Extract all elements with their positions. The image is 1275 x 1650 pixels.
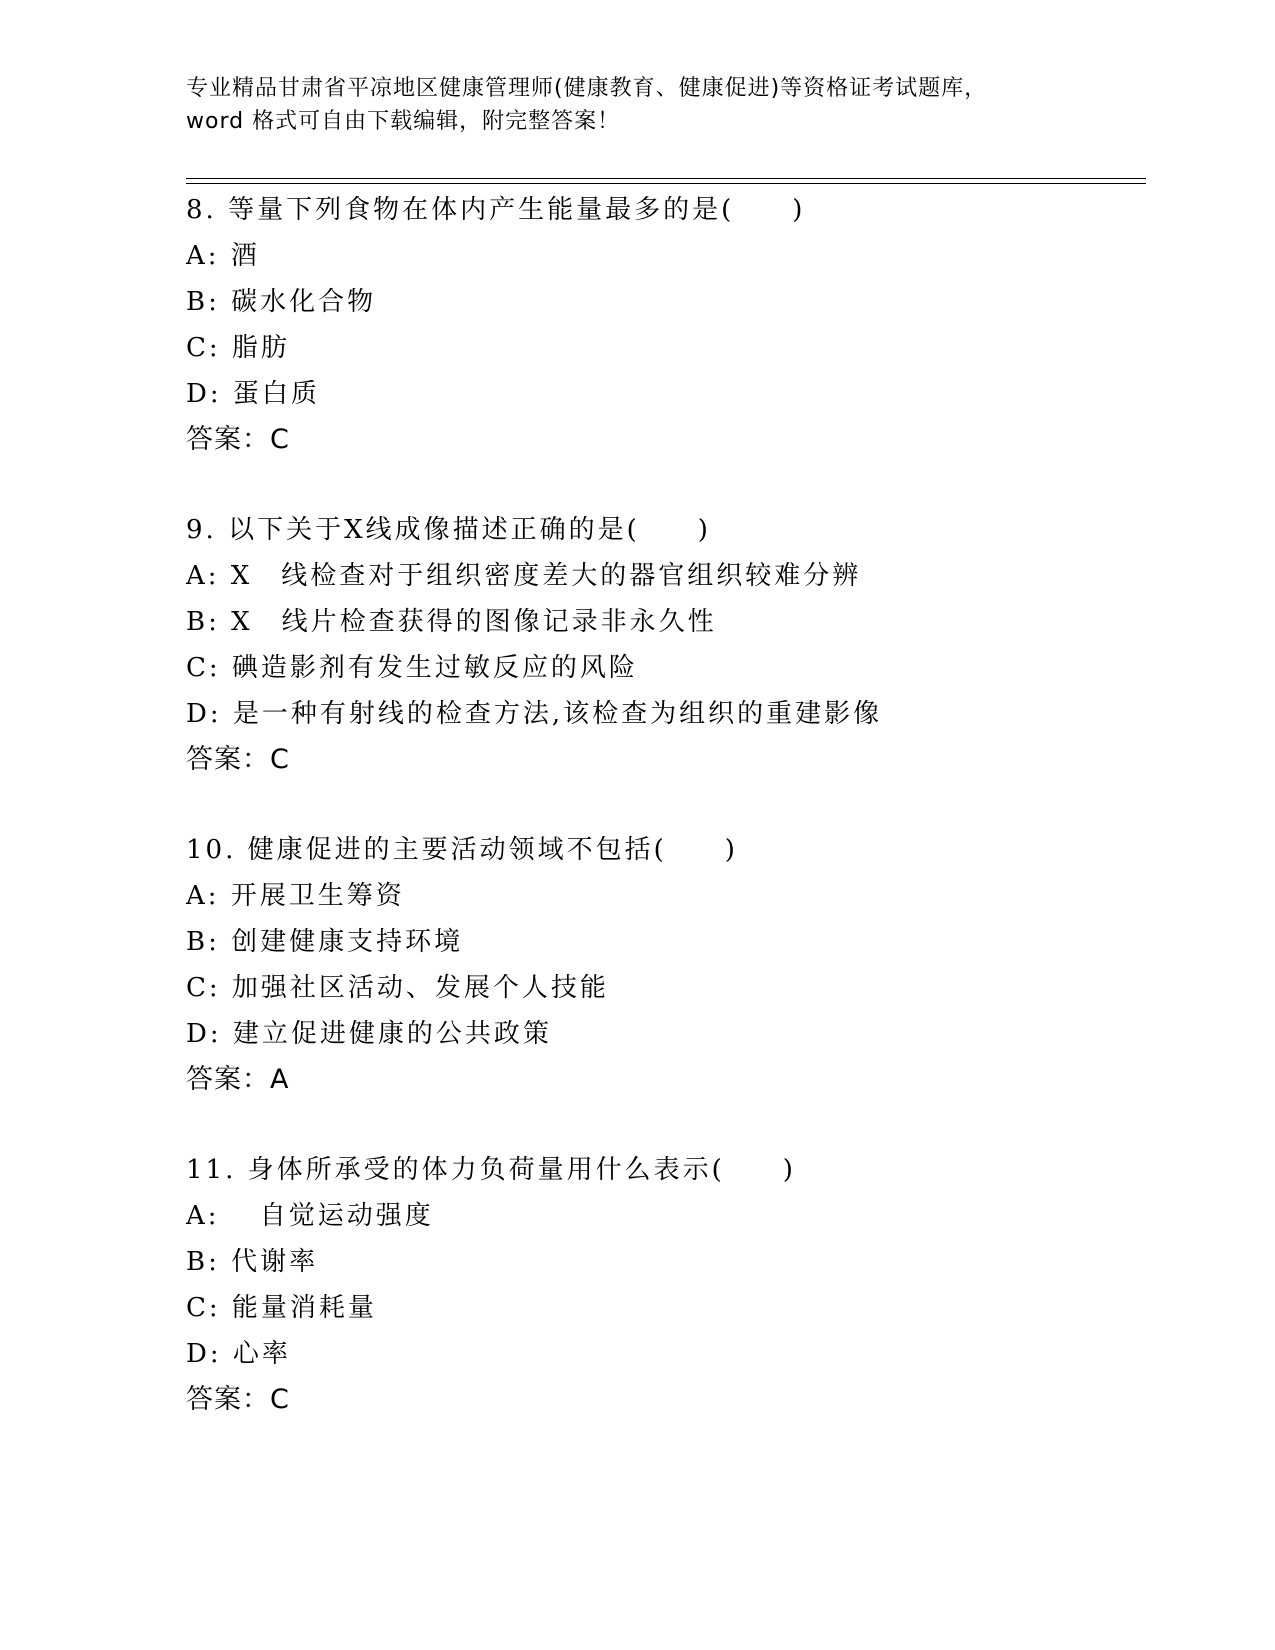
option-b: B: X 线片检查获得的图像记录非永久性 xyxy=(186,607,717,637)
option-d: D: 心率 xyxy=(186,1339,291,1369)
option-a: A: X 线检查对于组织密度差大的器官组织较难分辨 xyxy=(186,561,862,591)
option-b: B: 代谢率 xyxy=(186,1247,319,1277)
option-a: A: 自觉运动强度 xyxy=(186,1201,434,1231)
option-b: B: 碳水化合物 xyxy=(186,287,377,317)
answer: 答案：C xyxy=(186,744,290,775)
answer: 答案：A xyxy=(186,1064,290,1095)
header-divider-bottom xyxy=(186,183,1146,184)
question-stem: 10. 健康促进的主要活动领域不包括( ) xyxy=(186,835,738,865)
option-d: D: 蛋白质 xyxy=(186,379,320,409)
question-9 xyxy=(186,507,1186,783)
option-c: C: 加强社区活动、发展个人技能 xyxy=(186,973,609,1003)
answer: 答案：C xyxy=(186,1384,290,1415)
question-8 xyxy=(186,187,1186,463)
option-a: A: 酒 xyxy=(186,241,260,271)
header-line-1: 专业精品甘肃省平凉地区健康管理师(健康教育、健康促进)等资格证考试题库， xyxy=(186,76,988,101)
option-c: C: 能量消耗量 xyxy=(186,1293,377,1323)
question-stem: 11. 身体所承受的体力负荷量用什么表示( ) xyxy=(186,1155,796,1185)
option-d: D: 建立促进健康的公共政策 xyxy=(186,1019,552,1049)
option-a: A: 开展卫生筹资 xyxy=(186,881,405,911)
question-stem: 9. 以下关于X线成像描述正确的是( ) xyxy=(186,515,711,545)
document-header xyxy=(186,72,1146,138)
answer: 答案：C xyxy=(186,424,290,455)
header-line-2: word 格式可自由下载编辑，附完整答案！ xyxy=(186,109,621,134)
question-10 xyxy=(186,827,1186,1103)
option-c: C: 脂肪 xyxy=(186,333,290,363)
question-stem: 8. 等量下列食物在体内产生能量最多的是( ) xyxy=(186,195,806,225)
option-b: B: 创建健康支持环境 xyxy=(186,927,464,957)
option-d: D: 是一种有射线的检查方法,该检查为组织的重建影像 xyxy=(186,699,883,729)
option-c: C: 碘造影剂有发生过敏反应的风险 xyxy=(186,653,638,683)
question-11 xyxy=(186,1147,1186,1423)
header-divider-top xyxy=(186,178,1146,179)
